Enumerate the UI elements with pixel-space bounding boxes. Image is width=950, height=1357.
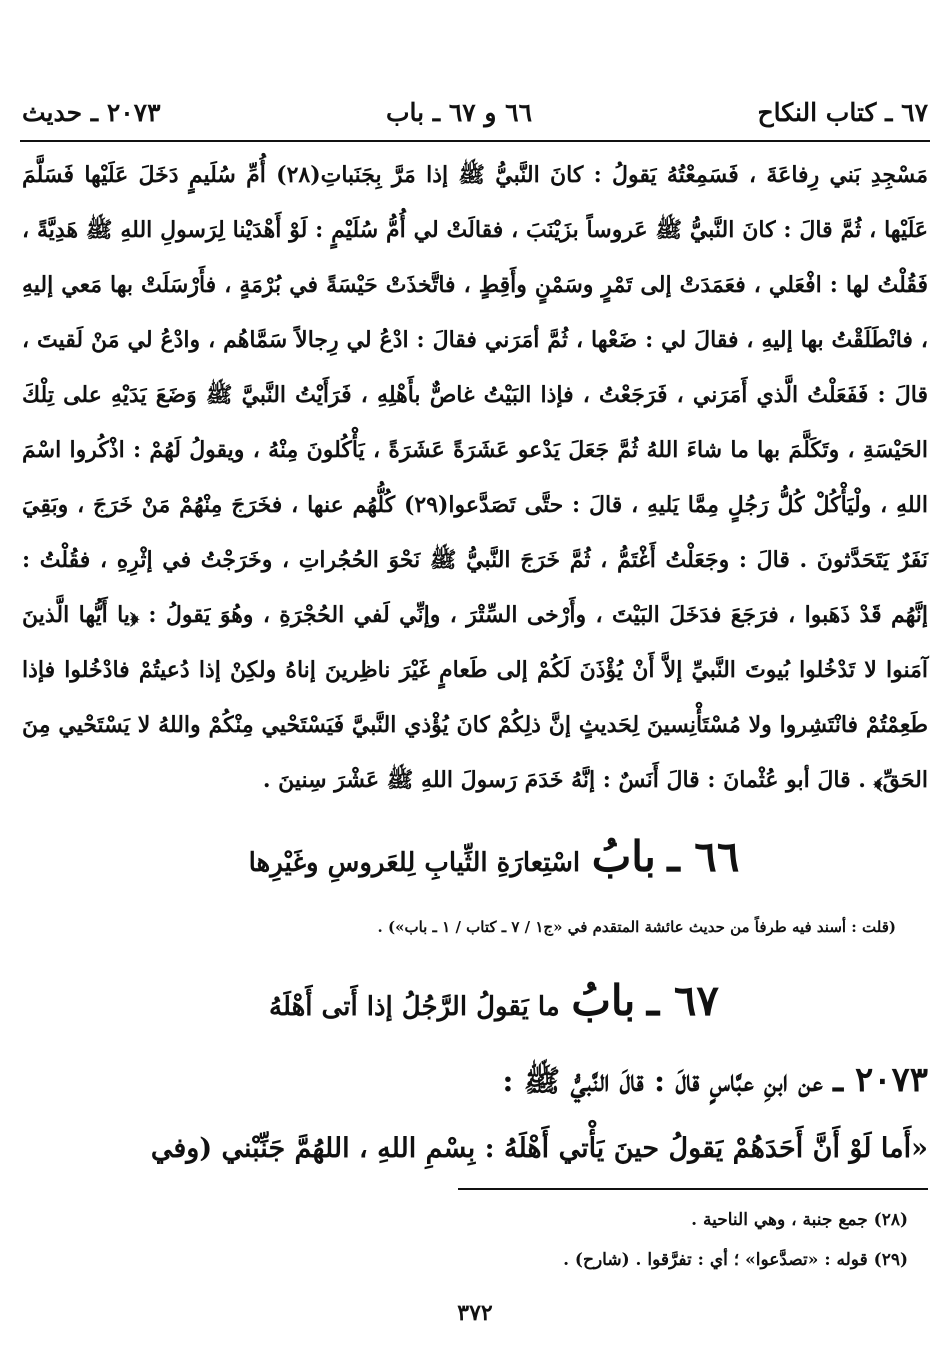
editor-note: (قلت : أسند فيه طرفاً من حديث عائشة المتقدم في «ج١ / ٧ ـ كتاب / ١ ـ باب») . — [377, 918, 896, 936]
header-book-title: ٦٧ ـ كتاب النكاح — [757, 97, 928, 127]
header-hadith-number: ٢٠٧٣ ـ حديث — [22, 97, 161, 127]
running-header — [22, 92, 928, 132]
hadith-body-text: مَسْجِدِ بَني رِفاعَةَ ، فَسَمِعْتُهُ يَقولُ : كانَ النَّبيُّ ﷺ إذا مَرَّ بِجَنَباتِ(٢٨) أُمِّ سُلَيمٍ دَخَلَ عَلَيْها فَسَلَّمَ عَلَيْها ، ثُمَّ قالَ : كانَ النَّبيُّ ﷺ عَروساً بزَيْنَبَ ، فقالَتْ لي أُمُّ سُلَيْمٍ : لَوْ أَهْدَيْنا لِرَسولِ اللهِ ﷺ هَدِيَّةً ، فَقُلْتُ لها : افْعَلي ، فعَمَدَتْ إلى تَمْرٍ وسَمْنٍ وأَقِطٍ ، فاتَّخذَتْ حَيْسَةً في بُرْمَةٍ ، فأَرْسَلَتْ بها مَعي إليهِ ، فانْطَلَقْتُ بها إليهِ ، فقالَ لي : ضَعْها ، ثُمَّ أمَرَني فقالَ : ادْعُ لي رِجالاً سَمَّاهُم ، وادْعُ لي مَنْ لَقيتَ ، قالَ : فَفَعَلْتُ الَّذي أَمَرَني ، فَرَجَعْتُ ، فإذا البَيْتُ غاصٌّ بأَهْلِهِ ، فَرَأَيْتُ النَّبيَّ ﷺ وَضَعَ يَدَيْهِ على تِلْكَ الحَيْسَةِ ، وتَكَلَّمَ بها ما شاءَ اللهُ ثُمَّ جَعَلَ يَدْعو عَشَرَةً عَشَرَةً ، يَأْكُلونَ مِنْهُ ، ويقولُ لَهُمْ : اذْكُروا اسْمَ اللهِ ، ولْيَأْكُلْ كُلُّ رَجُلٍ مِمَّا يَليهِ ، قالَ : حتَّى تَصَدَّعوا(٢٩) كُلُّهُم عنها ، فخَرَجَ مِنْهُمْ مَنْ خَرَجَ ، وبَقِيَ نَفَرٌ يَتَحَدَّثونَ . قالَ : وجَعَلْتُ أَغْتَمُّ ، ثُمَّ خَرَجَ النَّبيُّ ﷺ نَحْوَ الحُجُراتِ ، وخَرَجْتُ في إثْرِهِ ، فقُلْتُ : إنَّهُم قَدْ ذَهَبوا ، فرَجَعَ فدَخَلَ البَيْتَ ، وأَرْخى السِّتْرَ ، وإنِّي لَفي الحُجْرَةِ ، وهُوَ يَقولُ : ﴿يا أَيُّها الَّذينَ آمَنوا لا تَدْخُلوا بُيوتَ النَّبيِّ إلاَّ أَنْ يُؤْذَنَ لَكُمْ إلى طَعامٍ غَيْرَ ناظِرينَ إناهُ ولكِنْ إذا دُعيتُمْ فادْخُلوا فإذا طَعِمْتُمْ فانْتَشِروا ولا مُسْتَأْنِسينَ لِحَديثٍ إنَّ ذلِكُمْ كانَ يُؤْذي النَّبيَّ فَيَسْتَحْيي مِنْكُمْ واللهُ لا يَسْتَحْيي مِنَ الحَقِّ﴾ . قالَ أبو عُثْمانَ : قالَ أَنَسٌ : إنَّهُ خَدَمَ رَسولَ اللهِ ﷺ عَشْرَ سِنينَ . — [22, 162, 929, 793]
chapter-66-heading — [60, 832, 928, 881]
footnote-rule — [458, 1188, 928, 1190]
chapter-67-number: ٦٧ ـ — [646, 976, 719, 1025]
hadith-2073-text: «أَما لَوْ أَنَّ أَحَدَهُمْ يَقولُ حينَ يَأْتي أَهْلَهُ : بِسْمِ اللهِ ، اللهُمَّ جَنِّبْني (وفي — [150, 1133, 928, 1164]
footnote-28: (٢٨) جمع جنبة ، وهي الناحية . — [691, 1210, 908, 1230]
chapter-66-number: ٦٦ ـ — [667, 832, 740, 881]
chapter-67-heading — [60, 976, 928, 1025]
hadith-2073-heading — [60, 1060, 928, 1106]
hadith-intro: عن ابنِ عبَّاسٍ قالَ : قالَ النَّبيُّ ﷺ : — [502, 1064, 823, 1099]
page-number: ٣٧٢ — [457, 1300, 493, 1326]
chapter-66-title: اسْتِعارَةِ الثِّيابِ لِلعَروسِ وغَيْرِها — [248, 848, 581, 878]
footnote-29: (٢٩) قوله : «تصدَّعوا» ؛ أي : تفرَّقوا . (شارح) . — [563, 1250, 908, 1270]
hadith-number: ٢٠٧٣ ـ — [833, 1060, 928, 1100]
chapter-67-bab: بابُ — [571, 976, 636, 1025]
chapter-66-bab: بابُ — [591, 832, 656, 881]
header-chapter-range: ٦٦ و ٦٧ ـ باب — [385, 97, 533, 127]
header-rule — [20, 140, 930, 142]
chapter-67-title: ما يَقولُ الرَّجُلُ إذا أَتى أَهْلَهُ — [269, 992, 560, 1022]
